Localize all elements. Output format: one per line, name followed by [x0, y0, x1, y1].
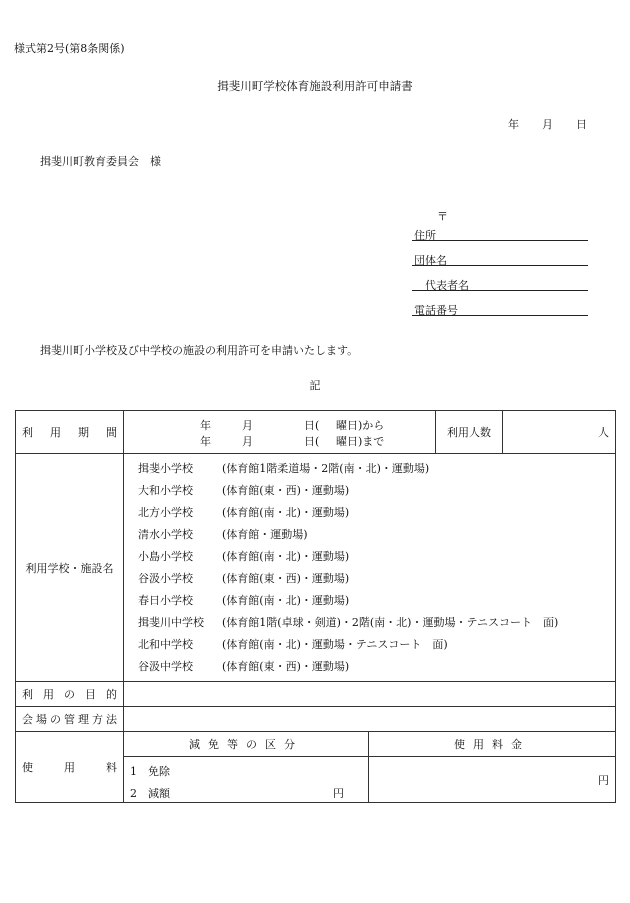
facility-label: 利用学校・施設名 — [16, 454, 124, 682]
purpose-field[interactable] — [124, 682, 616, 707]
form-number: 様式第2号(第8条関係) — [14, 42, 125, 55]
reduction-header: 減免等の区分 — [124, 732, 369, 757]
facility-name: (体育館1階柔道場・2階(南・北)・運動場) — [222, 462, 430, 475]
facility-name: (体育館・運動場) — [222, 528, 308, 541]
school-name: 北方小学校 — [138, 506, 193, 519]
address-underline[interactable] — [412, 240, 588, 241]
facility-name: (体育館(南・北)・運動場) — [222, 550, 350, 563]
school-name: 大和小学校 — [138, 484, 193, 497]
phone-underline[interactable] — [412, 315, 588, 316]
period-to-weekday: 曜日)まで — [336, 435, 385, 448]
facility-name: (体育館(東・西)・運動場) — [222, 484, 350, 497]
school-name: 春日小学校 — [138, 594, 193, 607]
option-reduction[interactable]: 2 減額 — [130, 787, 170, 800]
request-text: 揖斐川町小学校及び中学校の施設の利用許可を申請いたします。 — [40, 344, 359, 357]
reduction-options — [124, 757, 369, 803]
reduction-yen: 円 — [333, 787, 344, 800]
postal-mark: 〒 — [437, 210, 448, 223]
fee-header: 使用料金 — [369, 732, 616, 757]
people-value[interactable] — [503, 411, 616, 454]
facility-item[interactable] — [138, 590, 615, 612]
school-name: 北和中学校 — [138, 638, 193, 651]
facility-name: (体育館1階(卓球・剣道)・2階(南・北)・運動場・テニスコート 面) — [222, 616, 559, 629]
period-to-month: 月 — [242, 435, 253, 448]
facility-item[interactable] — [138, 656, 615, 678]
facility-name: (体育館(南・北)・運動場・テニスコート 面) — [222, 638, 448, 651]
period-to-day: 日( — [304, 435, 320, 448]
group-underline[interactable] — [412, 265, 588, 266]
facility-item[interactable] — [138, 546, 615, 568]
school-name: 清水小学校 — [138, 528, 193, 541]
date-day: 日 — [576, 118, 587, 131]
school-name: 小島小学校 — [138, 550, 193, 563]
period-label: 利用期間 — [16, 411, 124, 454]
facility-item[interactable] — [138, 524, 615, 546]
fee-label: 使用料 — [16, 732, 124, 803]
facility-name: (体育館(東・西)・運動場) — [222, 660, 350, 673]
option-exemption[interactable]: 1 免除 — [130, 765, 170, 778]
addressee: 揖斐川町教育委員会 様 — [40, 155, 161, 168]
facility-item[interactable] — [138, 612, 615, 634]
period-to-year: 年 — [200, 435, 211, 448]
facility-name: (体育館(南・北)・運動場) — [222, 506, 350, 519]
fee-yen: 円 — [598, 773, 609, 787]
school-name: 揖斐川中学校 — [138, 616, 204, 629]
application-table — [15, 410, 616, 803]
representative-underline[interactable] — [412, 290, 588, 291]
management-field[interactable] — [124, 707, 616, 732]
ki-label: 記 — [309, 379, 321, 392]
facility-name: (体育館(南・北)・運動場) — [222, 594, 350, 607]
page-title: 揖斐川町学校体育施設利用許可申請書 — [217, 79, 413, 93]
period-from-month: 月 — [242, 419, 253, 432]
period-from-year: 年 — [200, 419, 211, 432]
group-label: 団体名 — [414, 254, 447, 267]
school-name: 谷汲中学校 — [138, 660, 193, 673]
school-name: 揖斐小学校 — [138, 462, 193, 475]
people-unit: 人 — [598, 426, 609, 439]
school-name: 谷汲小学校 — [138, 572, 193, 585]
fee-amount[interactable] — [369, 757, 616, 803]
facility-item[interactable] — [138, 634, 615, 656]
people-label: 利用人数 — [436, 411, 503, 454]
date-year: 年 — [508, 118, 519, 131]
period-cell[interactable] — [124, 411, 436, 454]
facility-name: (体育館(東・西)・運動場) — [222, 572, 350, 585]
facility-list — [124, 454, 616, 682]
management-label: 会場の管理方法 — [16, 707, 124, 732]
address-label: 住所 — [414, 229, 436, 242]
representative-label: 代表者名 — [425, 279, 469, 292]
purpose-label: 利用の目的 — [16, 682, 124, 707]
facility-item[interactable] — [138, 568, 615, 590]
phone-label: 電話番号 — [414, 304, 458, 317]
facility-item[interactable] — [138, 458, 615, 480]
date-month: 月 — [542, 118, 553, 131]
period-from-day: 日( — [304, 419, 320, 432]
facility-item[interactable] — [138, 480, 615, 502]
period-from-weekday: 曜日)から — [336, 419, 385, 432]
facility-item[interactable] — [138, 502, 615, 524]
